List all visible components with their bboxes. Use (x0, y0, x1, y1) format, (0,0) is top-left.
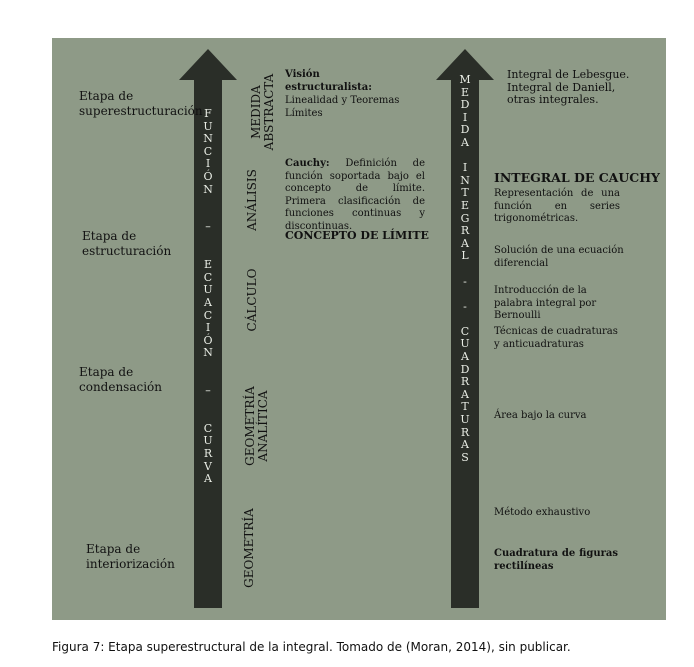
arrow-letter: T (461, 400, 469, 414)
arrow-letter: - (463, 274, 467, 288)
arrow-letter: R (460, 375, 470, 389)
cauchy-block (285, 158, 425, 233)
label-geometria: GEOMETRÍA (242, 508, 256, 588)
label-geometria-analitica: GEOMETRÍA ANALÍTICA (243, 386, 270, 466)
label-medida-abstracta: MEDIDA ABSTRACTA (249, 73, 276, 151)
arrow-gap (196, 234, 220, 247)
arrow-letter: M (459, 73, 471, 86)
area-text: Área bajo la curva (494, 410, 587, 421)
arrow-letter: – (205, 220, 211, 234)
arrow-letter: L (461, 249, 469, 263)
arrow-letter: C (203, 308, 213, 322)
right-arrow-text (453, 74, 477, 464)
arrow-letter: F (204, 107, 212, 120)
arrow-letter: N (203, 132, 213, 146)
arrow-gap (453, 313, 477, 326)
arrow-letter: Ó (203, 169, 213, 183)
label-analisis: ANÁLISIS (245, 169, 259, 231)
arrow-letter: U (460, 337, 470, 351)
arrow-letter: A (204, 472, 212, 486)
stage-interiorizacion: Etapa de interiorización (86, 542, 175, 571)
arrow-letter: A (461, 236, 469, 250)
vision-body: Linealidad y Teoremas Límites (285, 95, 400, 119)
arrow-letter: A (461, 135, 469, 149)
arrow-letter: D (460, 123, 470, 137)
arrow-letter: E (460, 198, 470, 212)
solucion-text: Solución de una ecuación diferencial (494, 245, 624, 269)
arrow-letter: I (205, 321, 211, 335)
concepto-limite: CONCEPTO DE LÍMITE (285, 229, 429, 242)
arrow-letter: S (461, 450, 469, 464)
arrow-letter: I (462, 161, 468, 175)
lebesgue-text: Integral de Lebesgue. Integral de Daniell, otras integrales. (507, 68, 630, 106)
arrow-letter: V (204, 459, 212, 473)
arrow-letter: T (461, 186, 469, 200)
arrow-letter: C (203, 421, 213, 435)
integral-cauchy-title: INTEGRAL DE CAUCHY (494, 170, 660, 185)
arrow-letter: D (460, 98, 470, 112)
arrow-letter: N (203, 182, 213, 196)
left-arrow-text (196, 108, 220, 486)
arrow-letter: A (461, 350, 469, 364)
arrow-letter: U (460, 413, 470, 427)
arrow-letter: N (203, 346, 213, 360)
arrow-letter: R (203, 447, 213, 461)
arrow-gap (196, 196, 220, 209)
arrow-letter: C (203, 144, 213, 158)
arrow-letter: A (204, 295, 212, 309)
arrow-gap (453, 263, 477, 276)
arrow-letter: I (462, 110, 468, 124)
stage-superestructuracion: Etapa de superestructuración (79, 89, 203, 118)
figure-caption: Figura 7: Etapa superestructural de la integral. Tomado de (Moran, 2014), sin publicar. (52, 640, 571, 654)
introduccion-text: Introducción de la palabra integral por Bernoulli (494, 285, 597, 321)
arrow-letter: C (203, 270, 213, 284)
stage-condensacion: Etapa de condensación (79, 365, 163, 394)
arrow-letter: U (203, 434, 213, 448)
vision-title: Visión estructuralista: (285, 69, 372, 93)
cauchy-body: Definición de función soportada bajo el concepto de límite. Primera clasificación de funciones continuas y discontinuas. (285, 158, 425, 232)
arrow-letter: E (203, 258, 213, 272)
arrow-letter: E (460, 85, 470, 99)
arrow-letter: R (460, 425, 470, 439)
arrow-letter: – (205, 384, 211, 398)
cauchy-title: Cauchy: (285, 158, 330, 169)
arrow-letter: U (203, 119, 213, 133)
arrow-letter: U (203, 283, 213, 297)
arrow-letter: R (460, 224, 470, 238)
stage-estructuracion: Etapa de estructuración (82, 229, 172, 258)
arrow-gap (453, 288, 477, 301)
arrow-letter: I (205, 157, 211, 171)
tecnicas-text: Técnicas de cuadraturas y anticuadraturas (494, 326, 618, 350)
arrow-letter: G (460, 211, 470, 225)
label-calculo: CÁLCULO (245, 268, 259, 332)
arrow-letter: A (461, 438, 469, 452)
arrow-letter: C (460, 324, 470, 338)
arrow-letter: Ó (203, 333, 213, 347)
arrow-gap (196, 410, 220, 423)
representacion-text: Representación de una función en series trigonométricas. (494, 188, 620, 224)
cuadratura-text: Cuadratura de figuras rectilíneas (494, 548, 618, 572)
arrow-letter: D (460, 362, 470, 376)
arrow-letter: N (460, 173, 470, 187)
arrow-letter: - (463, 299, 467, 313)
metodo-text: Método exhaustivo (494, 507, 591, 518)
arrow-letter: A (461, 387, 469, 401)
